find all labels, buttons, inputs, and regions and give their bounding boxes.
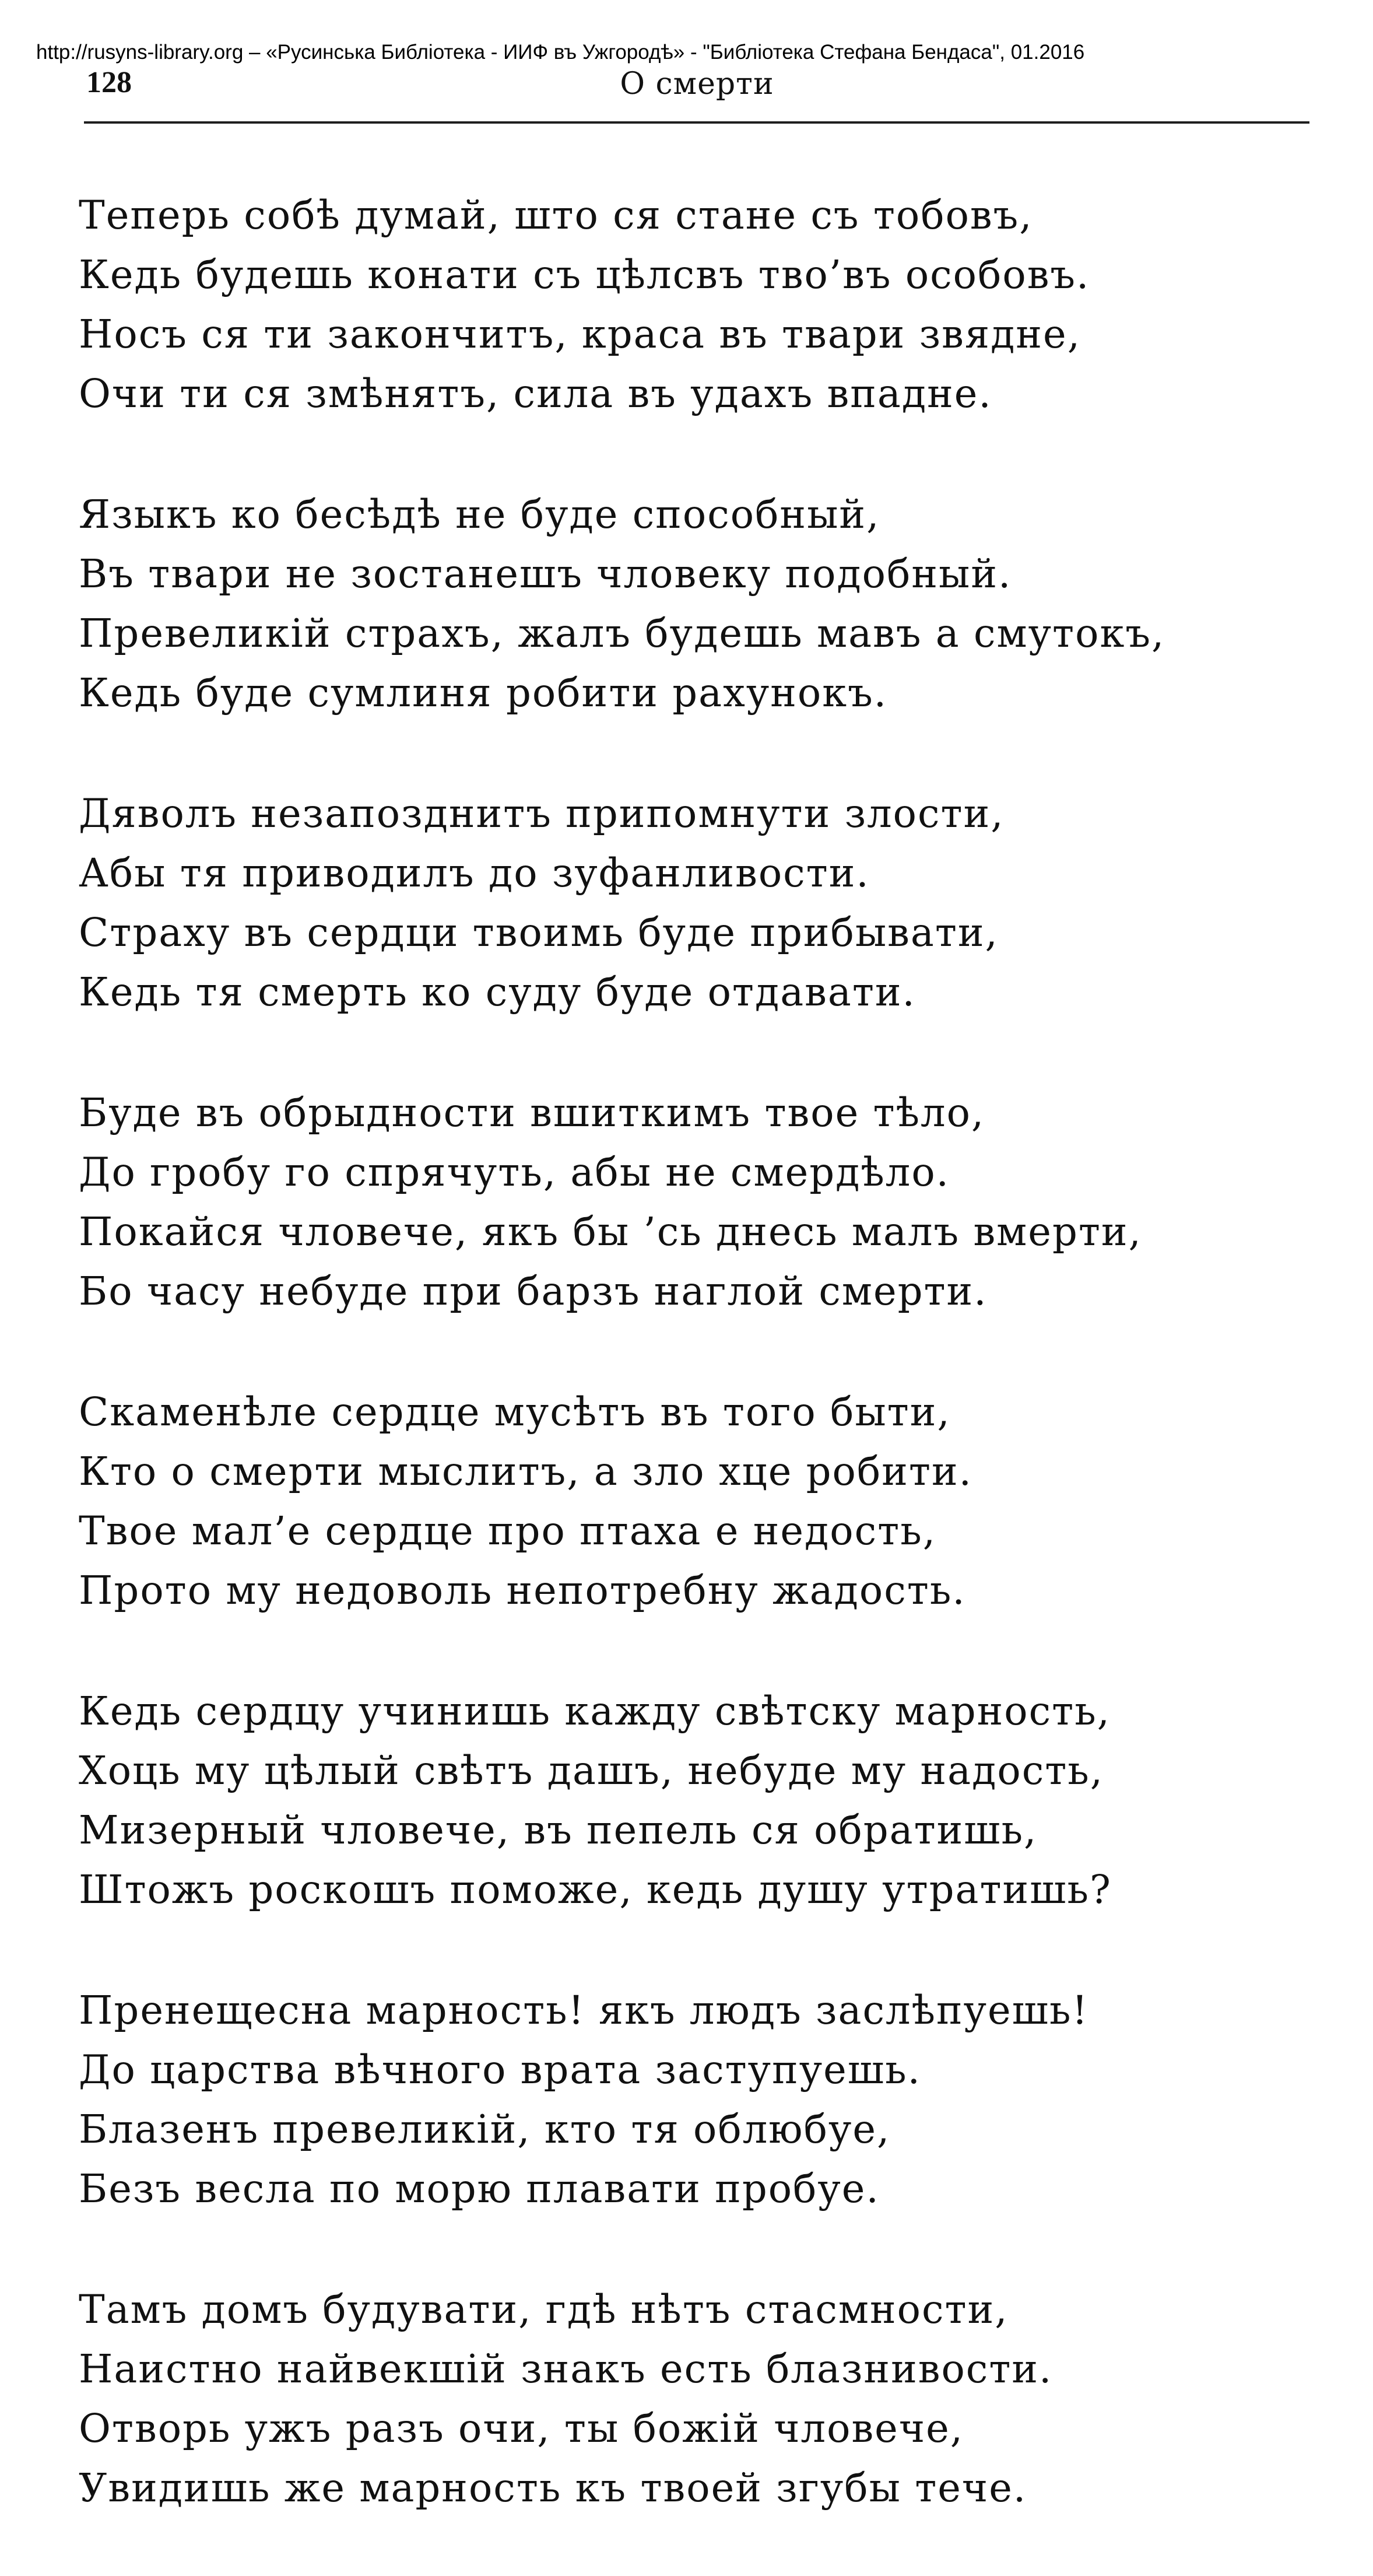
verse-line: Покайся чловече, якъ бы ’сь днесь малъ вмерти, <box>79 1209 1142 1254</box>
verse-line: Наистно найвекшій знакъ есть блазнивости. <box>79 2346 1053 2392</box>
verse-line: Блазенъ превеликій, кто тя облюбуе, <box>79 2107 891 2152</box>
verse-line: Абы тя приводилъ до зуфанливости. <box>79 850 870 896</box>
verse-line: Языкъ ко бесѣдѣ не буде способный, <box>79 492 880 537</box>
verse-line: До гробу го спрячуть, абы не смердѣло. <box>79 1149 950 1195</box>
verse-line: Въ твари не зостанешъ чловеку подобный. <box>79 551 1012 597</box>
verse-line: Носъ ся ти закончитъ, краса въ твари звядне, <box>79 311 1081 357</box>
stanza <box>79 784 1303 1022</box>
stanza <box>79 185 1303 423</box>
verse-line: Пренещесна марность! якъ людъ заслѣпуешь! <box>79 1988 1089 2033</box>
stanza <box>79 1681 1303 1919</box>
verse-line: Штожъ роскошъ поможе, кедь душу утратишь? <box>79 1867 1112 1912</box>
verse-line: Твое мал’е сердце про птаха е недость, <box>79 1508 936 1554</box>
verse-line: Прото му недоволь непотребну жадость. <box>79 1568 966 1613</box>
verse-line: Буде въ обрыдности вшиткимъ твое тѣло, <box>79 1090 985 1135</box>
verse-line: До царства вѣчного врата заступуешь. <box>79 2047 921 2093</box>
page-title: О смерти <box>620 66 774 101</box>
verse-line: Отворь ужъ разъ очи, ты божій чловече, <box>79 2406 964 2451</box>
stanza <box>79 1083 1303 1321</box>
verse-line: Кедь будешь конати съ цѣлсвъ тво’въ особовъ. <box>79 252 1090 297</box>
verse-line: Кто о смерти мыслитъ, а зло хце робити. <box>79 1449 972 1494</box>
source-url-line: http://rusyns-library.org – «Русинська Библіотека - ИИФ въ Ужгородѣ» - "Библіотека Стефана Бендаса", 01.2016 <box>36 41 1085 64</box>
verse-line: Увидишь же марность къ твоей згубы тече. <box>79 2465 1027 2511</box>
stanza <box>79 1981 1303 2218</box>
stanza <box>79 485 1303 723</box>
verse-line: Теперь собѣ думай, што ся стане съ тобовъ, <box>79 192 1033 238</box>
poem-body <box>79 185 1303 2518</box>
verse-line: Хоць му цѣлый свѣтъ дашъ, небуде му надость, <box>79 1748 1104 1793</box>
verse-line: Бо часу небуде при барзъ наглой смерти. <box>79 1268 988 1314</box>
verse-line: Превеликій страхъ, жалъ будешь мавъ а смутокъ, <box>79 611 1165 656</box>
verse-line: Кедь сердцу учинишь кажду свѣтску марность, <box>79 1688 1111 1734</box>
verse-line: Безъ весла по морю плавати пробуе. <box>79 2166 880 2211</box>
verse-line: Мизерный чловече, въ пепель ся обратишь, <box>79 1807 1038 1853</box>
stanza <box>79 2280 1303 2518</box>
verse-line: Скаменѣле сердце мусѣтъ въ того быти, <box>79 1389 951 1435</box>
verse-line: Кедь буде сумлиня робити рахунокъ. <box>79 670 888 716</box>
header-rule <box>84 121 1309 124</box>
verse-line: Тамъ домъ будувати, гдѣ нѣтъ стасмности, <box>79 2287 1009 2332</box>
page-number: 128 <box>86 66 132 99</box>
verse-line: Кедь тя смерть ко суду буде отдавати. <box>79 969 916 1015</box>
verse-line: Страху въ сердци твоимь буде прибывати, <box>79 910 999 955</box>
stanza <box>79 1382 1303 1620</box>
running-head <box>86 65 1308 107</box>
verse-line: Очи ти ся змѣнятъ, сила въ удахъ впадне. <box>79 371 992 416</box>
verse-line: Дяволъ незапозднитъ припомнути злости, <box>79 791 1005 836</box>
